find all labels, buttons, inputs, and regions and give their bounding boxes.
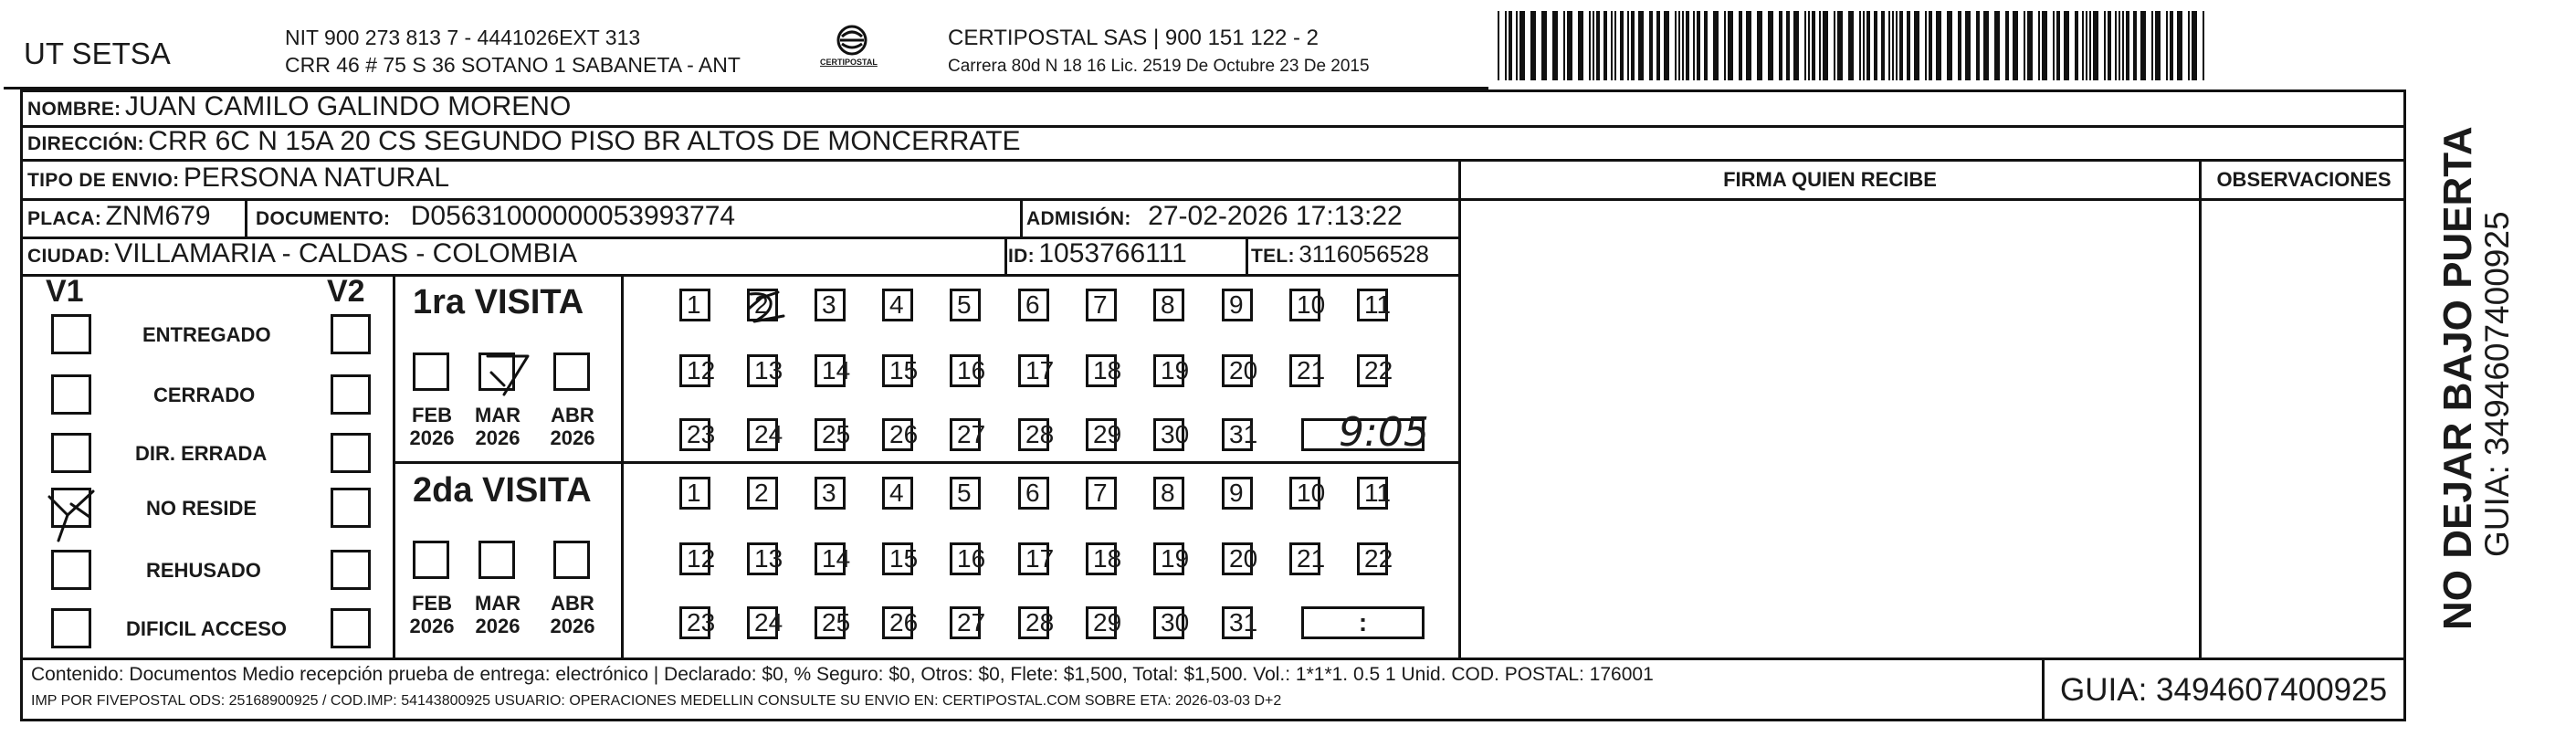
first-visit-day-box[interactable]: [950, 354, 986, 387]
v1-label: V1: [46, 274, 84, 309]
status-label: ENTREGADO: [142, 323, 271, 346]
first-visit-day-box[interactable]: [1086, 418, 1122, 451]
day-number: 22: [1364, 544, 1393, 573]
status-label: NO RESIDE: [146, 497, 258, 520]
second-visit-day-box[interactable]: [679, 542, 716, 575]
month-name: MAR: [474, 592, 521, 615]
second-visit-day-box[interactable]: [1086, 477, 1117, 510]
id-label: ID:: [1008, 246, 1035, 267]
day-number: 23: [687, 420, 716, 448]
day-number: 24: [754, 420, 783, 448]
day-number: 7: [1093, 479, 1108, 507]
month-name: FEB: [412, 592, 452, 615]
second-visit-day-box[interactable]: [1222, 477, 1253, 510]
v1-checkbox[interactable]: [51, 608, 91, 648]
second-visit-month-checkbox[interactable]: [553, 541, 590, 579]
second-visit-day-box[interactable]: [747, 542, 783, 575]
second-visit-day-box[interactable]: [1018, 477, 1049, 510]
day-number: 13: [754, 356, 783, 384]
month-label: [400, 592, 464, 638]
month-label: [400, 404, 464, 450]
certipostal-logo: [809, 24, 895, 77]
first-visit-day-box[interactable]: [950, 289, 981, 321]
documento-cell: [256, 203, 735, 230]
day-number: 1: [687, 479, 701, 507]
second-visit-day-box[interactable]: [747, 606, 783, 639]
day-number: 25: [822, 608, 851, 637]
header-box: [4, 11, 1488, 89]
day-number: 8: [1161, 290, 1175, 319]
day-number: 15: [889, 544, 919, 573]
second-visit-month-checkbox[interactable]: [413, 541, 449, 579]
day-number: 25: [822, 420, 851, 448]
first-visit-day-box[interactable]: [747, 354, 783, 387]
admision-cell: [1026, 203, 1403, 230]
first-visit-day-box[interactable]: [1222, 418, 1258, 451]
status-label: CERRADO: [153, 384, 256, 406]
second-visit-day-box[interactable]: [1153, 477, 1184, 510]
first-visit-title: 1ra VISITA: [413, 283, 584, 321]
day-number: 29: [1093, 420, 1122, 448]
tipo-value: PERSONA NATURAL: [183, 163, 450, 193]
side-guia: GUIA: 3494607400925: [2478, 211, 2516, 557]
nit-line: NIT 900 273 813 7 - 4441026EXT 313: [285, 26, 641, 49]
day-number: 26: [889, 608, 919, 637]
observaciones-label: OBSERVACIONES: [2216, 168, 2392, 191]
month-name: ABR: [551, 592, 594, 615]
month-name: FEB: [412, 404, 452, 426]
day-number: 27: [957, 420, 986, 448]
second-visit-day-box[interactable]: [815, 606, 851, 639]
first-visit-day-box[interactable]: [1153, 289, 1184, 321]
second-visit-day-box[interactable]: [679, 477, 710, 510]
handwritten-time: 9:05: [1339, 409, 1429, 456]
day-number: 31: [1229, 608, 1258, 637]
second-visit-day-box[interactable]: [950, 606, 986, 639]
second-visit-day-box[interactable]: [882, 606, 919, 639]
first-visit-day-box[interactable]: [1357, 289, 1392, 321]
day-number: 6: [1025, 290, 1040, 319]
second-visit-day-box[interactable]: [1018, 606, 1055, 639]
month-year: 2026: [550, 615, 595, 638]
first-visit-day-box[interactable]: [1222, 354, 1258, 387]
day-number: 21: [1297, 544, 1326, 573]
second-visit-day-box[interactable]: [1153, 606, 1190, 639]
day-number: 9: [1229, 479, 1244, 507]
day-number: 17: [1025, 356, 1055, 384]
second-visit-day-box[interactable]: [1222, 542, 1258, 575]
v2-checkbox[interactable]: [331, 374, 371, 415]
first-visit-day-box[interactable]: [1086, 354, 1122, 387]
first-visit-day-box[interactable]: [1289, 289, 1326, 321]
day-number: 14: [822, 544, 851, 573]
second-visit-time-box[interactable]: [1301, 606, 1425, 639]
day-number: 9: [1229, 290, 1244, 319]
ciudad-value: VILLAMARIA - CALDAS - COLOMBIA: [114, 238, 578, 268]
day-number: 15: [889, 356, 919, 384]
first-visit-day-box[interactable]: [1153, 354, 1190, 387]
day-number: 3: [822, 479, 836, 507]
handwritten-check-no-reside: [44, 488, 108, 542]
v2-label: V2: [327, 274, 365, 309]
day-number: 10: [1297, 479, 1326, 507]
first-visit-day-box[interactable]: [950, 418, 986, 451]
footer-guia: GUIA: 3494607400925: [2060, 672, 2388, 708]
status-label: DIFICIL ACCESO: [126, 617, 288, 640]
day-number: 1: [687, 290, 701, 319]
day-number: 22: [1364, 356, 1393, 384]
day-number: 19: [1161, 356, 1190, 384]
nombre-label: NOMBRE:: [27, 99, 121, 120]
day-number: 27: [957, 608, 986, 637]
placa-label: PLACA:: [27, 208, 102, 229]
second-visit-day-box[interactable]: [1357, 477, 1392, 510]
month-label: [541, 592, 605, 638]
day-number: 6: [1025, 479, 1040, 507]
id-cell: [1008, 240, 1187, 268]
day-number: 2: [754, 290, 769, 319]
day-number: 31: [1229, 420, 1258, 448]
day-number: 11: [1364, 479, 1392, 507]
month-label: [541, 404, 605, 450]
id-value: 1053766111: [1038, 238, 1187, 268]
first-visit-day-box[interactable]: [1153, 418, 1190, 451]
documento-value: D05631000000053993774: [410, 201, 736, 231]
side-warning: NO DEJAR BAJO PUERTA: [2435, 126, 2480, 630]
tel-cell: [1251, 242, 1429, 266]
month-label: [466, 592, 530, 638]
day-number: 17: [1025, 544, 1055, 573]
day-number: 24: [754, 608, 783, 637]
second-visit-month-checkbox[interactable]: [478, 541, 515, 579]
certipostal-logo-icon: [809, 24, 895, 77]
second-visit-title: 2da VISITA: [413, 471, 592, 510]
second-visit-day-box[interactable]: [1222, 606, 1258, 639]
courier-line2: Carrera 80d N 18 16 Lic. 2519 De Octubre 23 De 2015: [948, 57, 1370, 76]
month-label: [466, 404, 530, 450]
day-number: 2: [754, 479, 769, 507]
ciudad-label: CIUDAD:: [27, 246, 110, 267]
day-number: 18: [1093, 544, 1122, 573]
day-number: 14: [822, 356, 851, 384]
first-visit-day-box[interactable]: [815, 418, 851, 451]
second-visit-day-box[interactable]: [950, 542, 986, 575]
second-visit-day-box[interactable]: [1289, 477, 1326, 510]
second-visit-day-box[interactable]: [1086, 606, 1122, 639]
day-number: 12: [687, 544, 716, 573]
day-number: 30: [1161, 420, 1190, 448]
month-year: 2026: [409, 426, 455, 450]
day-number: 19: [1161, 544, 1190, 573]
company-address: CRR 46 # 75 S 36 SOTANO 1 SABANETA - ANT: [285, 53, 741, 77]
tel-value: 3116056528: [1299, 240, 1429, 268]
day-number: 4: [889, 290, 904, 319]
second-visit-day-box[interactable]: [1018, 542, 1055, 575]
v1-checkbox[interactable]: [51, 374, 91, 415]
tipo-row: [27, 164, 449, 192]
day-number: 13: [754, 544, 783, 573]
second-visit-day-box[interactable]: [1357, 542, 1393, 575]
v1-checkbox[interactable]: [51, 550, 91, 590]
second-visit-day-box[interactable]: [882, 542, 919, 575]
handwritten-check-mar: [482, 349, 537, 404]
first-visit-day-box[interactable]: [1018, 289, 1049, 321]
barcode: [1498, 11, 2210, 80]
day-number: 20: [1229, 544, 1258, 573]
day-number: 4: [889, 479, 904, 507]
first-visit-month-checkbox[interactable]: [553, 352, 590, 391]
first-visit-day-box[interactable]: [679, 354, 716, 387]
placa-cell: [27, 203, 211, 230]
month-year: 2026: [475, 615, 520, 638]
day-number: 20: [1229, 356, 1258, 384]
first-visit-day-box[interactable]: [1357, 354, 1393, 387]
status-label: REHUSADO: [146, 559, 261, 582]
firma-label: FIRMA QUIEN RECIBE: [1723, 168, 1937, 191]
month-year: 2026: [475, 426, 520, 450]
second-visit-day-box[interactable]: [679, 606, 716, 639]
day-number: 11: [1364, 290, 1392, 319]
first-visit-day-box[interactable]: [815, 289, 846, 321]
handwritten-check-day-2: [741, 283, 796, 329]
second-visit-day-box[interactable]: [815, 477, 846, 510]
status-label: DIR. ERRADA: [135, 442, 268, 465]
barcode-image: [1498, 11, 2210, 80]
v2-checkbox[interactable]: [331, 550, 371, 590]
ciudad-cell: [27, 240, 577, 268]
second-visit-day-box[interactable]: [1153, 542, 1190, 575]
v2-checkbox[interactable]: [331, 488, 371, 528]
first-visit-day-box[interactable]: [1018, 418, 1055, 451]
v2-checkbox[interactable]: [331, 608, 371, 648]
second-visit-day-box[interactable]: [1086, 542, 1122, 575]
first-visit-day-box[interactable]: [1086, 289, 1117, 321]
month-name: ABR: [551, 404, 594, 426]
nombre-value: JUAN CAMILO GALINDO MORENO: [124, 91, 572, 121]
day-number: 16: [957, 356, 986, 384]
day-number: 28: [1025, 608, 1055, 637]
second-visit-day-box[interactable]: [815, 542, 851, 575]
second-visit-day-box[interactable]: [1289, 542, 1326, 575]
second-visit-day-box[interactable]: [950, 477, 981, 510]
day-number: 10: [1297, 290, 1326, 319]
first-visit-day-box[interactable]: [1018, 354, 1055, 387]
day-number: 3: [822, 290, 836, 319]
first-visit-day-box[interactable]: [679, 289, 710, 321]
company-name: UT SETSA: [24, 37, 171, 70]
day-number: 29: [1093, 608, 1122, 637]
second-visit-day-box[interactable]: [882, 477, 913, 510]
day-number: 16: [957, 544, 986, 573]
direccion-row: [27, 128, 1021, 155]
logo-text: CERTIPOSTAL: [820, 58, 878, 67]
day-number: 8: [1161, 479, 1175, 507]
v2-checkbox[interactable]: [331, 314, 371, 354]
direccion-value: CRR 6C N 15A 20 CS SEGUNDO PISO BR ALTOS DE MONCERRATE: [148, 126, 1021, 156]
footer-content-line: Contenido: Documentos Medio recepción prueba de entrega: electrónico | Declarado: $0, % Seguro: $0, Otros: $0, Flete: $1,500, Total: $1,500. Vol.: 1*1*1. 0.5 1 Unid. COD. POSTAL: 176001: [31, 664, 1654, 685]
day-number: 23: [687, 608, 716, 637]
day-number: 30: [1161, 608, 1190, 637]
day-number: 18: [1093, 356, 1122, 384]
nombre-row: [27, 93, 571, 121]
placa-value: ZNM679: [105, 201, 211, 231]
day-number: 7: [1093, 290, 1108, 319]
day-number: 5: [957, 290, 972, 319]
month-year: 2026: [409, 615, 455, 638]
month-name: MAR: [474, 404, 521, 426]
tel-label: TEL:: [1251, 246, 1295, 267]
second-visit-day-box[interactable]: [747, 477, 778, 510]
v2-checkbox[interactable]: [331, 433, 371, 473]
first-visit-day-box[interactable]: [1222, 289, 1253, 321]
first-visit-day-box[interactable]: [882, 354, 919, 387]
day-number: 5: [957, 479, 972, 507]
admision-value: 27-02-2026 17:13:22: [1148, 201, 1403, 231]
first-visit-day-box[interactable]: [882, 289, 913, 321]
documento-label: DOCUMENTO:: [256, 208, 391, 229]
day-number: 28: [1025, 420, 1055, 448]
footer-imp-line: IMP POR FIVEPOSTAL ODS: 25168900925 / COD.IMP: 54143800925 USUARIO: OPERACIONES MEDELLIN CONSULTE SU ENVIO EN: CERTIPOSTAL.COM SOBRE ETA: 2026-03-03 D+2: [31, 693, 1282, 709]
admision-label: ADMISIÓN:: [1026, 208, 1131, 229]
courier-line1: CERTIPOSTAL SAS | 900 151 122 - 2: [948, 26, 1319, 50]
time-value: :: [1358, 608, 1368, 637]
day-number: 26: [889, 420, 919, 448]
first-visit-day-box[interactable]: [882, 418, 919, 451]
v1-checkbox[interactable]: [51, 433, 91, 473]
first-visit-day-box[interactable]: [679, 418, 716, 451]
v1-checkbox[interactable]: [51, 314, 91, 354]
first-visit-day-box[interactable]: [747, 418, 783, 451]
tipo-label: TIPO DE ENVIO:: [27, 170, 180, 191]
day-number: 21: [1297, 356, 1326, 384]
month-year: 2026: [550, 426, 595, 450]
first-visit-day-box[interactable]: [815, 354, 851, 387]
day-number: 12: [687, 356, 716, 384]
first-visit-month-checkbox[interactable]: [413, 352, 449, 391]
first-visit-day-box[interactable]: [1289, 354, 1326, 387]
direccion-label: DIRECCIÓN:: [27, 133, 144, 154]
